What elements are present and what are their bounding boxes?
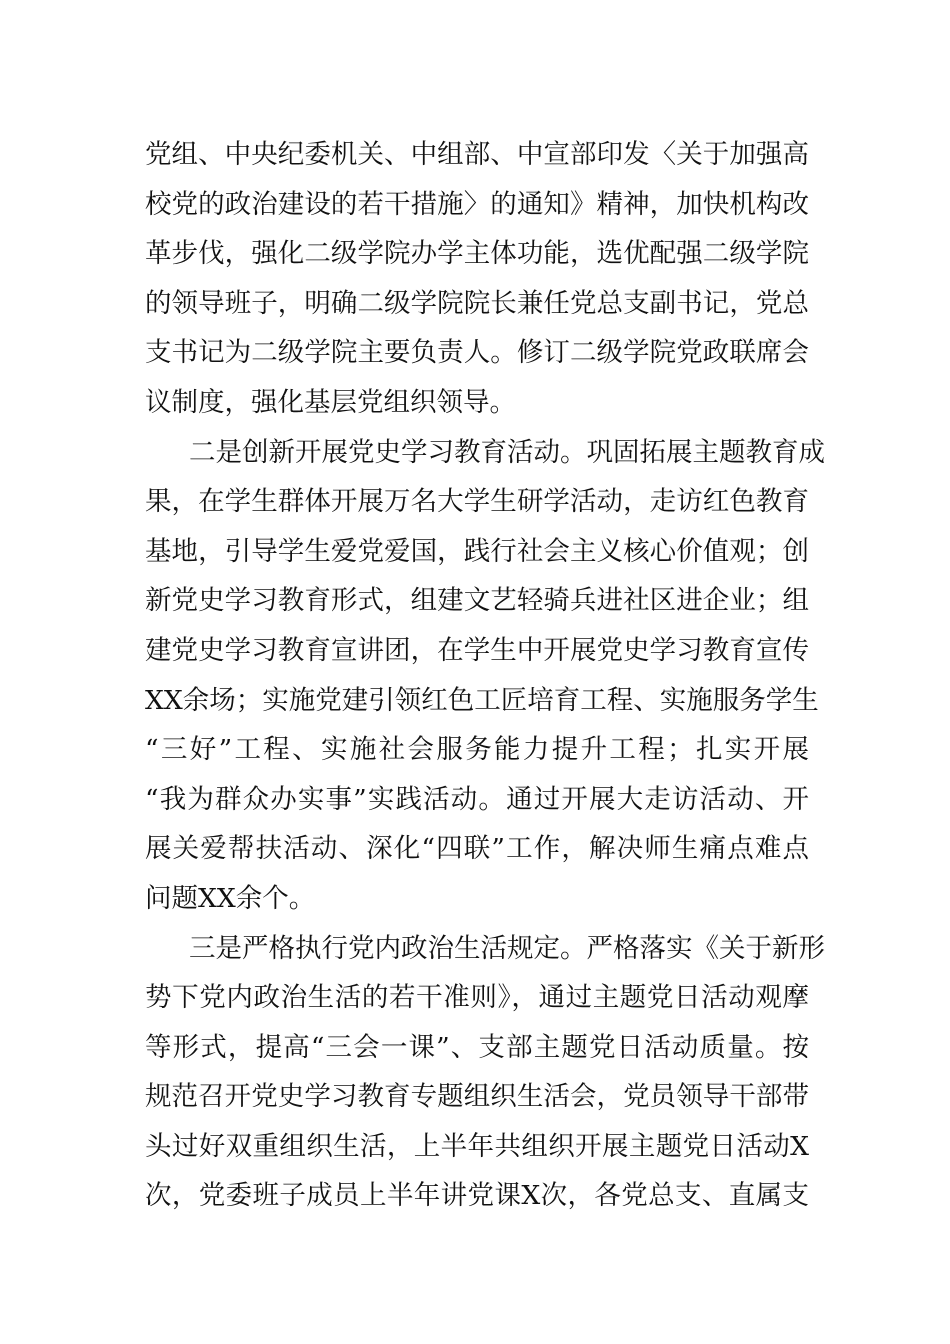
text-line: 势下党内政治生活的若干准则》，通过主题党日活动观摩 — [145, 982, 809, 1014]
text-line: 党组、中央纪委机关、中组部、中宣部印发〈关于加强高 — [145, 139, 809, 170]
text-line: 支书记为二级学院主要负责人。修订二级学院党政联席会 — [145, 337, 809, 369]
text-line: 果，在学生群体开展万名大学生研学活动，走访红色教育 — [145, 486, 809, 518]
text-line: 规范召开党史学习教育专题组织生活会，党员领导干部带 — [145, 1081, 809, 1113]
text-line: 新党史学习教育形式，组建文艺轻骑兵进社区进企业；组 — [145, 585, 809, 617]
text-line: 三是严格执行党内政治生活规定。严格落实《关于新形 — [189, 932, 825, 964]
text-line: 议制度，强化基层党组织领导。 — [145, 386, 516, 418]
text-line: 展关爱帮扶活动、深化“四联”工作，解决师生痛点难点 — [145, 833, 809, 865]
document-body — [145, 130, 825, 1221]
text-line: 建党史学习教育宣讲团，在学生中开展党史学习教育宣传 — [145, 634, 809, 666]
paragraph-1 — [145, 130, 809, 428]
text-line: 问题XX余个。 — [145, 882, 316, 914]
paragraph-2 — [145, 428, 825, 924]
text-line: 基地，引导学生爱党爱国，践行社会主义核心价值观；创 — [145, 535, 809, 567]
text-line: 头过好双重组织生活，上半年共组织开展主题党日活动X — [145, 1130, 809, 1162]
paragraph-3 — [145, 924, 825, 1222]
text-line: XX余场；实施党建引领红色工匠培育工程、实施服务学生 — [145, 684, 819, 716]
text-line: “三好”工程、实施社会服务能力提升工程；扎实开展 — [145, 734, 809, 766]
text-line: 的领导班子，明确二级学院院长兼任党总支副书记，党总 — [145, 287, 809, 319]
text-line: 二是创新开展党史学习教育活动。巩固拓展主题教育成 — [189, 436, 825, 468]
text-line: 革步伐，强化二级学院办学主体功能，选优配强二级学院 — [145, 238, 809, 270]
text-line: “我为群众办实事”实践活动。通过开展大走访活动、开 — [145, 783, 809, 815]
text-line: 校党的政治建设的若干措施〉的通知》精神，加快机构改 — [145, 188, 809, 220]
text-line: 次，党委班子成员上半年讲党课X次，各党总支、直属支 — [145, 1180, 809, 1212]
text-line: 等形式，提高“三会一课”、支部主题党日活动质量。按 — [145, 1031, 809, 1063]
